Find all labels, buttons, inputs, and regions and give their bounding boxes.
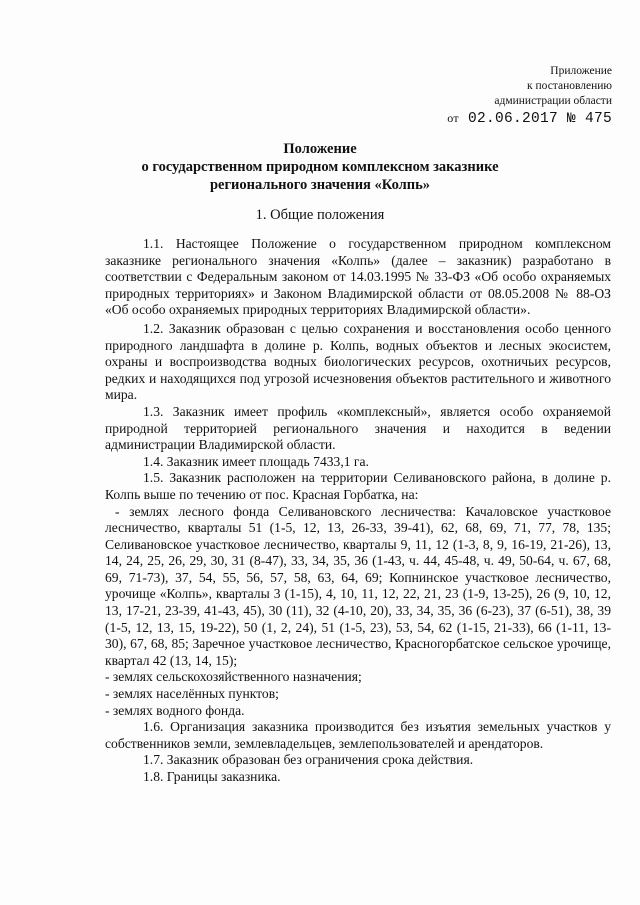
appendix-block (447, 64, 612, 128)
appendix-administration: администрации области (494, 95, 612, 107)
list-item-forest-lands: - землях лесного фонда Селивановского лесничества: Качаловское участковое лесничество, кварталы 51 (1-5, 12, 13, 26-33, 39-41), 62, 68, 69, 71, 77, 78, 135; Селивановское участковое лесничество, кварталы 9, 11, 12 (1-3, 8, 9, 16-19, 21-26), 13, 14, 24, 25, 26, 29, 30, 31 (8-47), 33, 34, 35, 36 (1-43, ч. 44, 45-48, ч. 49, 50-64, ч. 67, 68, 69, 71-73), 37, 54, 55, 56, 57, 58, 63, 64, 69; Копнинское участковое лесничество, урочище «Колпь», кварталы 3 (1-15), 4, 10, 11, 12, 22, 21, 23 (1-9, 13-25), 26 (9, 10, 12, 13, 17-21, 23-39, 41-43, 45), 30 (11), 32 (4-10, 20), 33, 34, 35, 36 (6-23), 37 (6-51), 38, 39 (1-5, 12, 13, 15, 19-22), 50 (1, 2, 24), 51 (1-5, 23), 53, 54, 62 (1-15, 21-33), 66 (1-11, 13-30), 67, 68, 85; Заречное участковое лесничество, Красногорбатское сельское урочище, квартал 42 (13, 14, 15); (105, 503, 611, 668)
appendix-label: Приложение (550, 65, 612, 77)
appendix-date-prefix: от (447, 111, 459, 125)
paragraph-1-1: 1.1. Настоящее Положение о государственном природном комплексном заказнике регионального значения «Колпь» (далее – заказник) разработано в соответствии с Федеральным законом от 14.03.1995 № 33-ФЗ «Об особо охраняемых природных территориях» и Законом Владимирской области от 08.05.2008 № 88-ОЗ «Об особо охраняемых природных территориях Владимирской области». (105, 236, 611, 318)
paragraph-1-7: 1.7. Заказник образован без ограничения срока действия. (143, 752, 474, 768)
paragraph-1-8: 1.8. Границы заказника. (143, 769, 281, 784)
title-line-3: регионального значения «Колпь» (209, 177, 431, 193)
section-heading: 1. Общие положения (255, 207, 385, 223)
paragraph-1-6: 1.6. Организация заказника производится без изъятия земельных участков у собственников земли, землевладельцев, землепользователей и арендаторов. (105, 719, 611, 751)
appendix-date-value: 02.06.2017 № 475 (467, 111, 612, 127)
document-body (105, 236, 611, 786)
title-line-1: Положение (283, 141, 357, 157)
list-item-agricultural-lands: - землях сельскохозяйственного назначения; (105, 669, 362, 685)
document-title (0, 140, 640, 194)
appendix-date-number (447, 109, 612, 128)
appendix-to-decree: к постановлению (527, 80, 612, 92)
paragraph-1-4: 1.4. Заказник имеет площадь 7433,1 га. (143, 453, 369, 469)
list-item-settlement-lands: - землях населённых пунктов; (105, 686, 279, 702)
list-item-water-lands: - землях водного фонда. (105, 702, 245, 718)
paragraph-1-2: 1.2. Заказник образован с целью сохранения и восстановления особо ценного природного ландшафта в долине р. Колпь, водных объектов и лесных экосистем, охраны и воспроизводства водных биологических ресурсов, охотничьих ресурсов, редких и находящихся под угрозой исчезновения объектов растительного и животного мира. (105, 320, 611, 403)
paragraph-1-5: 1.5. Заказник расположен на территории Селивановского района, в долине р. Колпь выше по течению от пос. Красная Горбатка, на: (105, 470, 611, 502)
title-line-2: о государственном природном комплексном заказнике (141, 159, 499, 175)
paragraph-1-3: 1.3. Заказник имеет профиль «комплексный», является особо охраняемой природной территорией регионального значения и находится в ведении администрации Владимирской области. (105, 403, 611, 453)
